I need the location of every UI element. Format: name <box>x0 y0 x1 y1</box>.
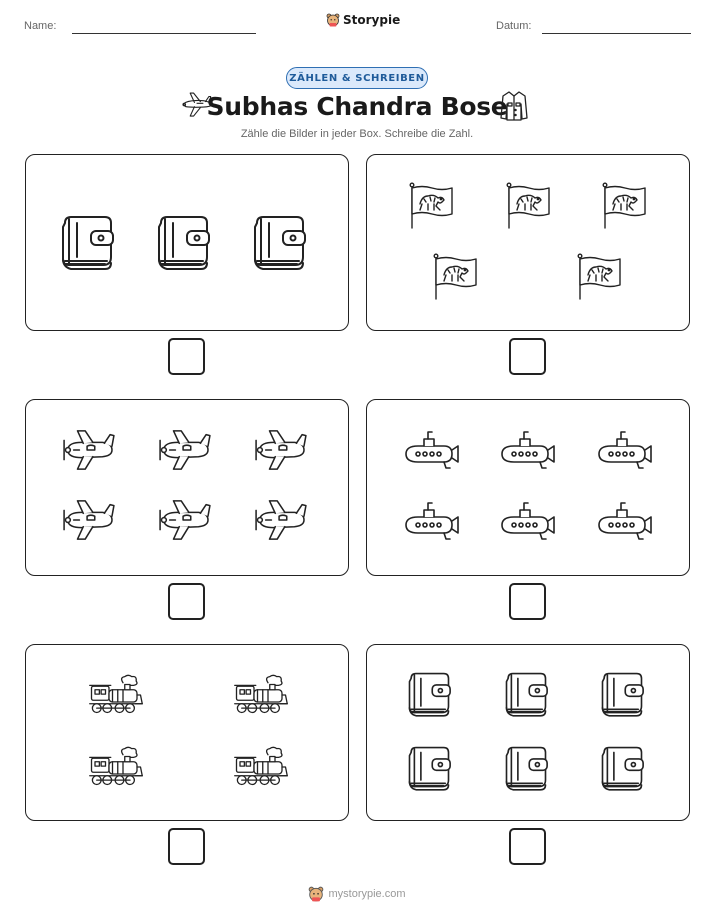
steam-train-icon <box>233 672 289 718</box>
answer-box-2[interactable] <box>509 338 546 375</box>
tiger-flag-icon <box>505 182 553 230</box>
wallet-icon <box>596 741 648 793</box>
answer-box-5[interactable] <box>168 828 205 865</box>
tiger-flag-icon <box>432 253 480 301</box>
airplane-icon <box>60 497 118 543</box>
page-title: Subhas Chandra Bose <box>206 92 508 121</box>
wallet-icon <box>596 667 648 719</box>
steam-train-icon <box>88 672 144 718</box>
airplane-icon <box>156 497 214 543</box>
counting-box-2 <box>366 154 690 331</box>
tiger-flag-icon <box>576 253 624 301</box>
submarine-icon <box>496 499 556 543</box>
airplane-icon <box>252 427 310 473</box>
brand-name: Storypie <box>343 13 401 27</box>
bear-icon <box>308 886 324 902</box>
wallet-icon <box>403 741 455 793</box>
jacket-icon <box>500 90 528 122</box>
date-label: Datum: <box>496 20 532 32</box>
wallet-icon <box>151 209 215 273</box>
name-line[interactable] <box>72 33 256 34</box>
answer-box-3[interactable] <box>168 583 205 620</box>
date-line[interactable] <box>542 33 691 34</box>
wallet-icon <box>403 667 455 719</box>
wallet-icon <box>55 209 119 273</box>
bear-icon <box>326 13 340 27</box>
wallet-icon <box>500 667 552 719</box>
airplane-icon <box>156 427 214 473</box>
tiger-flag-icon <box>408 182 456 230</box>
answer-box-1[interactable] <box>168 338 205 375</box>
footer-url[interactable]: mystorypie.com <box>328 888 406 900</box>
brand-logo <box>326 13 400 27</box>
airplane-icon <box>252 497 310 543</box>
counting-box-4 <box>366 399 690 576</box>
name-label: Name: <box>24 20 57 32</box>
category-badge: ZÄHLEN & SCHREIBEN <box>286 67 428 89</box>
counting-box-3 <box>25 399 349 576</box>
tiger-flag-icon <box>601 182 649 230</box>
wallet-icon <box>500 741 552 793</box>
submarine-icon <box>496 428 556 472</box>
submarine-icon <box>593 499 653 543</box>
instructions: Zähle die Bilder in jeder Box. Schreibe die Zahl. <box>240 128 474 140</box>
submarine-icon <box>400 428 460 472</box>
wallet-icon <box>247 209 311 273</box>
submarine-icon <box>593 428 653 472</box>
submarine-icon <box>400 499 460 543</box>
airplane-icon <box>60 427 118 473</box>
counting-box-5 <box>25 644 349 821</box>
footer <box>0 886 714 902</box>
answer-box-4[interactable] <box>509 583 546 620</box>
steam-train-icon <box>88 744 144 790</box>
steam-train-icon <box>233 744 289 790</box>
answer-box-6[interactable] <box>509 828 546 865</box>
